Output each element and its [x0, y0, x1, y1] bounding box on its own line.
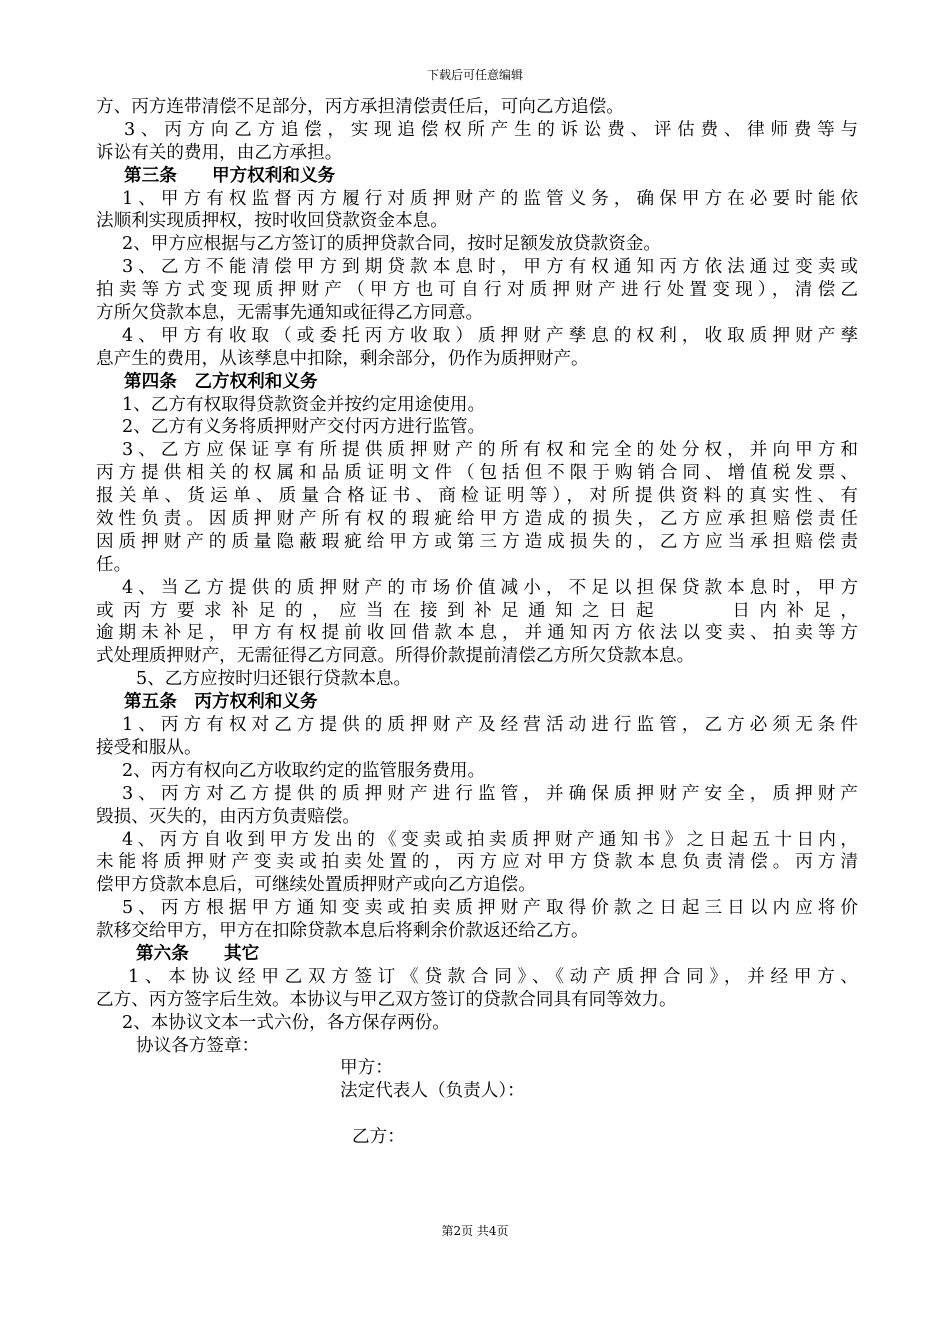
text-line: 丙方提供相关的权属和品质证明文件（包括但不限于购销合同、增值税发票、: [96, 463, 858, 484]
text-line: 法顺利实现质押权，按时收回贷款资金本息。: [96, 211, 448, 232]
text-line: 拍卖等方式变现质押财产（甲方也可自行对质押财产进行处置变现），清偿乙: [96, 280, 858, 301]
text-line: 4、当乙方提供的质押财产的市场价值减小，不足以担保贷款本息时，甲方: [122, 577, 858, 598]
page-header: 下载后可任意编辑: [426, 68, 523, 82]
text-line: 1、丙方有权对乙方提供的质押财产及经营活动进行监管，乙方必须无条件: [122, 715, 858, 736]
text-line: 式处理质押财产，无需征得乙方同意。所得价款提前清偿乙方所欠贷款本息。: [96, 646, 695, 667]
text-line-part: 或丙方要求补足的，应当在接到补足通知之日起: [96, 600, 663, 621]
page-footer: 第2页 共4页: [441, 1224, 509, 1238]
text-line: 报关单、货运单、质量合格证书、商检证明等），对所提供资料的真实性、有: [96, 486, 858, 507]
section-heading: 第五条 丙方权利和义务: [124, 691, 318, 713]
text-line: 逾期未补足，甲方有权提前收回借款本息，并通知丙方依法以变卖、拍卖等方: [96, 623, 858, 644]
section-heading: 第六条 其它: [136, 942, 260, 964]
text-line: [96, 600, 858, 623]
text-line: 协议各方签章：: [136, 1035, 260, 1056]
text-line-part: 日内补足，: [722, 600, 858, 621]
text-line: 方所欠贷款本息，无需事先通知或征得乙方同意。: [96, 303, 484, 324]
text-line: 方、丙方连带清偿不足部分，丙方承担清偿责任后，可向乙方追偿。: [96, 97, 624, 117]
text-line: 4、丙方自收到甲方发出的《变卖或拍卖质押财产通知书》之日起五十日内，: [122, 829, 858, 850]
text-line: 款移交给甲方，甲方在扣除贷款本息后将剩余价款返还给乙方。: [96, 921, 589, 942]
text-line: 4、甲方有收取（或委托丙方收取）质押财产孳息的权利，收取质押财产孳: [122, 325, 858, 346]
text-line: 2、丙方有权向乙方收取约定的监管服务费用。: [122, 760, 486, 781]
text-line: 5、乙方应按时归还银行贷款本息。: [136, 669, 412, 690]
text-line: 1、乙方有权取得贷款资金并按约定用途使用。: [122, 394, 486, 415]
section-heading: 第四条 乙方权利和义务: [124, 370, 318, 392]
text-line: 3、乙方应保证享有所提供质押财产的所有权和完全的处分权，并向甲方和: [122, 440, 858, 461]
text-line: 3、丙方对乙方提供的质押财产进行监管，并确保质押财产安全，质押财产: [122, 783, 858, 804]
text-line: 毁损、灭失的，由丙方负责赔偿。: [96, 806, 360, 827]
text-line: 诉讼有关的费用，由乙方承担。: [96, 142, 343, 163]
text-line: 乙方：: [352, 1127, 405, 1148]
text-line: 息产生的费用，从该孳息中扣除，剩余部分，仍作为质押财产。: [96, 348, 589, 369]
text-line: 2、乙方有义务将质押财产交付丙方进行监管。: [122, 417, 486, 438]
text-line: 因质押财产的质量隐蔽瑕疵给甲方或第三方造成损失的，乙方应当承担赔偿责: [96, 531, 858, 552]
text-line: 乙方、丙方签字后生效。本协议与甲乙双方签订的贷款合同具有同等效力。: [96, 989, 677, 1010]
text-line: 1、甲方有权监督丙方履行对质押财产的监管义务，确保甲方在必要时能依: [122, 188, 858, 209]
text-line: 1、本协议经甲乙双方签订《贷款合同》、《动产质押合同》，并经甲方、: [128, 966, 858, 987]
text-line: 法定代表人（负责人）：: [340, 1081, 525, 1102]
text-line: [96, 1103, 858, 1126]
section-heading: 第三条 甲方权利和义务: [124, 164, 336, 186]
text-line: 3、乙方不能清偿甲方到期贷款本息时，甲方有权通知丙方依法通过变卖或: [122, 257, 858, 278]
text-line: 甲方：: [340, 1058, 393, 1079]
text-line: 2、甲方应根据与乙方签订的质押贷款合同，按时足额发放贷款资金。: [122, 234, 662, 255]
text-line: 未能将质押财产变卖或拍卖处置的，丙方应对甲方贷款本息负责清偿。丙方清: [96, 852, 858, 873]
text-line: 效性负责。因质押财产所有权的瑕疵给甲方造成的损失，乙方应承担赔偿责任: [96, 509, 858, 530]
text-line: 5、丙方根据甲方通知变卖或拍卖质押财产取得价款之日起三日以内应将价: [122, 898, 858, 919]
text-line: 接受和服从。: [96, 737, 202, 758]
text-line: 2、本协议文本一式六份，各方保存两份。: [122, 1012, 450, 1033]
text-line: 任。: [96, 554, 132, 575]
document-body: [96, 96, 858, 1149]
text-line: 3、丙方向乙方追偿，实现追偿权所产生的诉讼费、评估费、律师费等与: [124, 119, 858, 140]
text-line: 偿甲方贷款本息后，可继续处置质押财产或向乙方追偿。: [96, 875, 536, 896]
